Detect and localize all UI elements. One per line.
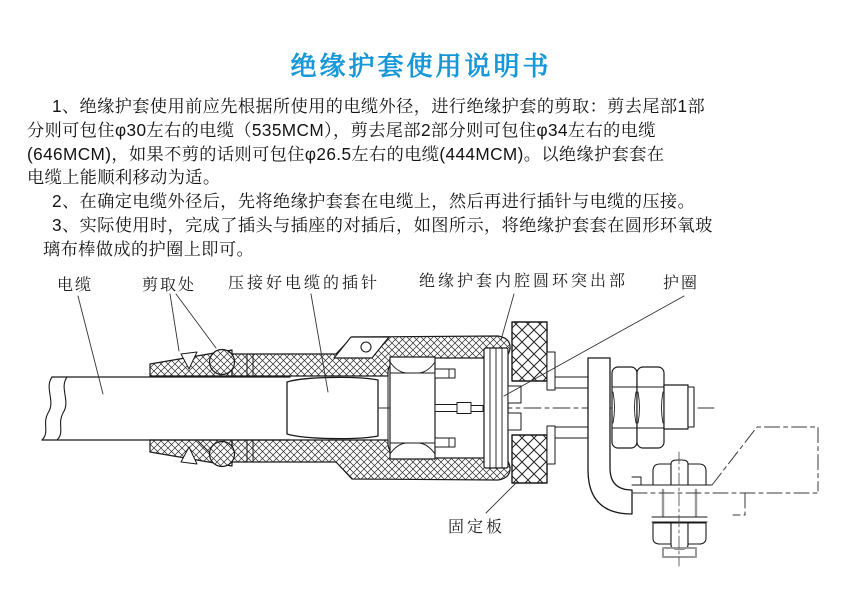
- page-title: 绝缘护套使用说明书: [290, 51, 552, 81]
- guard-ring-disc: [484, 348, 508, 468]
- diagram-label-cut-point: 剪取处: [142, 277, 197, 294]
- sleeve-band-top: [232, 336, 510, 376]
- body-line: 3、实际使用时，完成了插头与插座的对插后，如图所示，将绝缘护套套在圆形环氧玻: [52, 214, 713, 235]
- diagram-label-inner-ring-protrusion: 绝缘护套内腔圆环突出部: [419, 273, 629, 290]
- body-line: (646MCM)，如果不剪的话则可包住φ26.5左右的电缆(444MCM)。以绝缘护套套在: [27, 143, 665, 164]
- body-text: [27, 95, 827, 262]
- diagram-label-fixing-plate: 固定板: [448, 519, 506, 536]
- body-line: 分则可包住φ30左右的电缆（535MCM），剪去尾部2部分则可包住φ34左右的电缆: [27, 119, 656, 140]
- technical-diagram: [0, 255, 842, 596]
- threaded-shaft: [555, 377, 588, 438]
- end-stub: [664, 385, 694, 429]
- body-line: 1、绝缘护套使用前应先根据所使用的电缆外径，进行绝缘护套的剪取：剪去尾部1部: [52, 96, 706, 116]
- diagram-label-crimped-pin: 压接好电缆的插针: [228, 275, 381, 292]
- body-line: 2、在确定电缆外径后，先将绝缘护套套在电缆上，然后再进行插针与电缆的压接。: [52, 191, 696, 212]
- diagram-label-cable: 电缆: [57, 277, 94, 294]
- sleeve-band-bottom: [232, 440, 510, 480]
- body-line: 电缆上能顺利移动为适。: [27, 167, 221, 188]
- central-pin: [435, 403, 483, 414]
- diagram-area: [0, 255, 842, 596]
- crimped-pin-shape: [287, 377, 378, 438]
- hex-body: [390, 357, 435, 459]
- body-line: 璃布棒做成的护圈上即可。: [43, 238, 255, 259]
- diagram-label-guard-ring: 护圈: [663, 275, 700, 292]
- cable-shape: [42, 377, 290, 440]
- shaft-nuts: [612, 367, 664, 448]
- bolt-assembly: [652, 452, 707, 566]
- tab-hole: [361, 342, 371, 352]
